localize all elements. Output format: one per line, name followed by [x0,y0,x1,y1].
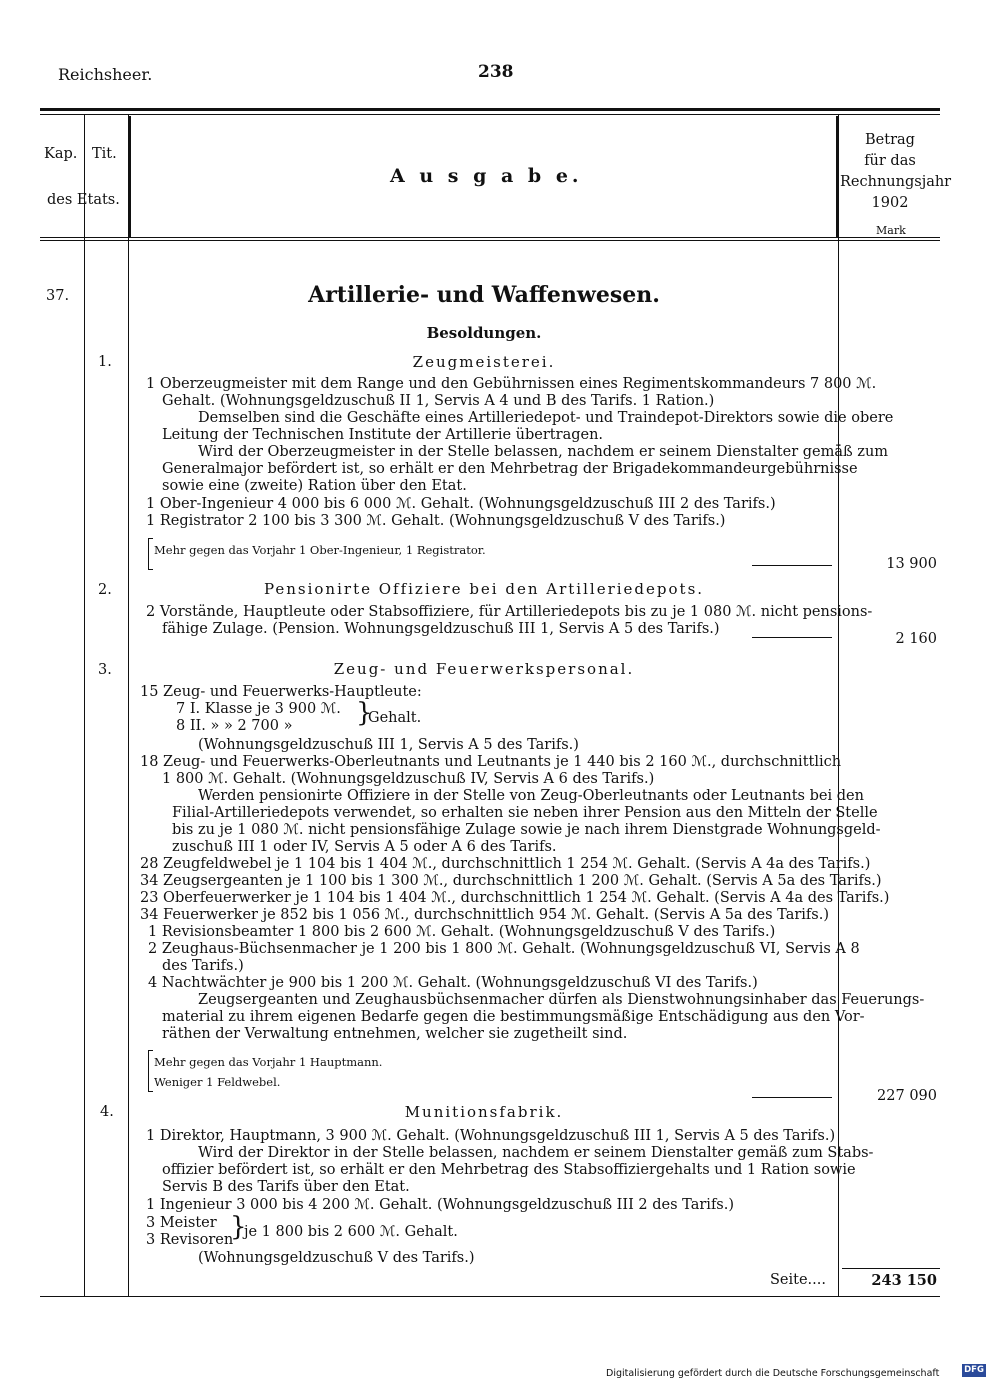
tit-header: Tit. [92,146,117,162]
s3-line: 1 800 ℳ. Gehalt. (Wohnungsgeldzuschuß IV, Servis A 6 des Tarifs.) [162,771,655,787]
mark-label: Mark [876,224,906,237]
section-title: Artillerie- und Waffenwesen. [308,282,660,308]
s3-note-2: Weniger 1 Feldwebel. [154,1075,281,1089]
s3-line: 28 Zeugfeldwebel je 1 104 bis 1 404 ℳ., durchschnittlich 1 254 ℳ. Gehalt. (Servis A 4a des Tarifs.) [140,856,871,872]
kap-header: Kap. [44,146,78,162]
brace: } [356,698,373,728]
section-title-2: Pensionirte Offiziere bei den Artilleriedepots. [263,580,705,598]
note-bracket [148,1050,153,1092]
section-title-1: Zeugmeisterei. [412,353,556,371]
s3-line: 34 Feuerwerker je 852 bis 1 056 ℳ., durchschnittlich 954 ℳ. Gehalt. (Servis A 5a des Tarifs.) [140,907,829,923]
col-sep-amount [838,114,839,1296]
s4-line: Wird der Direktor in der Stelle belassen, nachdem er seinem Dienstalter gemäß zum Stabs- [198,1145,874,1161]
s4-line: 1 Ingenieur 3 000 bis 4 200 ℳ. Gehalt. (Wohnungsgeldzuschuß III 2 des Tarifs.) [146,1197,735,1213]
s4-line: 3 Meister [146,1215,217,1231]
s4-line: offizier befördert ist, so erhält er den Mehrbetrag des Stabsoffiziergehalts und 1 Ration sowie [162,1162,856,1178]
head-bottom-rule-2 [40,240,940,241]
running-head: Reichsheer. [58,65,153,84]
s3-note-1: Mehr gegen das Vorjahr 1 Hauptmann. [154,1055,383,1069]
subtitle: Besoldungen. [426,324,542,342]
col-sep-tit-bold [128,116,131,237]
col-sep-tit [128,114,129,1296]
s3-line: 7 I. Klasse je 3 900 ℳ. [176,701,341,717]
s1-note: Mehr gegen das Vorjahr 1 Ober-Ingenieur, 1 Registrator. [154,543,486,557]
seite-label: Seite.... [770,1272,826,1288]
s3-line: (Wohnungsgeldzuschuß III 1, Servis A 5 des Tarifs.) [198,737,579,753]
section-title-4: Munitionsfabrik. [404,1103,564,1121]
s3-line: 1 Revisionsbeamter 1 800 bis 2 600 ℳ. Gehalt. (Wohnungsgeldzuschuß V des Tarifs.) [148,924,776,940]
s1-line: 1 Ober-Ingenieur 4 000 bis 6 000 ℳ. Gehalt. (Wohnungsgeldzuschuß III 2 des Tarifs.) [146,496,776,512]
s3-line: 18 Zeug- und Feuerwerks-Oberleutnants und Leutnants je 1 440 bis 2 160 ℳ., durchschnittlich [140,754,842,770]
top-rule-thin [40,114,940,115]
s3-line: Filial-Artilleriedepots verwendet, so erhalten sie neben ihrer Pension aus den Mitteln der Stelle [172,805,878,821]
s4-line: je 1 800 bis 2 600 ℳ. Gehalt. [244,1224,458,1240]
betrag-header [840,130,952,214]
s1-line: 1 Oberzeugmeister mit dem Range und den Gebührnissen eines Regimentskommandeurs 7 800 ℳ. [146,376,877,392]
top-rule [40,108,940,111]
s3-line: 34 Zeugsergeanten je 1 100 bis 1 300 ℳ., durchschnittlich 1 200 ℳ. Gehalt. (Servis A 5a des Tarifs.) [140,873,882,889]
ausgabe-title: A u s g a b e. [390,165,583,187]
dfg-logo: DFG [962,1364,986,1377]
s3-line: 4 Nachtwächter je 900 bis 1 200 ℳ. Gehalt. (Wohnungsgeldzuschuß VI des Tarifs.) [148,975,758,991]
sum-rule [752,637,832,638]
s3-amount: 227 090 [877,1088,937,1104]
footer-text: Digitalisierung gefördert durch die Deutsche Forschungsgemeinschaft [606,1368,940,1379]
s3-line: des Tarifs.) [162,958,244,974]
s3-line: Werden pensionirte Offiziere in der Stelle von Zeug-Oberleutnants oder Leutnants bei den [198,788,864,804]
s1-line: Wird der Oberzeugmeister in der Stelle belassen, nachdem er seinem Dienstalter gemäß zum [198,444,889,460]
head-bottom-rule [40,237,940,238]
s3-line: 2 Zeughaus-Büchsenmacher je 1 200 bis 1 800 ℳ. Gehalt. (Wohnungsgeldzuschuß VI, Servis A 8 [148,941,860,957]
titel-number-4: 4. [100,1104,114,1120]
s1-line: Generalmajor befördert ist, so erhält er den Mehrbetrag der Brigadekommandeurgebührnisse [162,461,858,477]
s2-line: 2 Vorstände, Hauptleute oder Stabsoffiziere, für Artilleriedepots bis zu je 1 080 ℳ. nicht pensions- [146,604,873,620]
sum-rule [752,1097,832,1098]
s4-line: (Wohnungsgeldzuschuß V des Tarifs.) [198,1250,475,1266]
s3-line: Zeugsergeanten und Zeughausbüchsenmacher dürfen als Dienstwohnungsinhaber das Feuerungs- [198,992,925,1008]
s1-line: 1 Registrator 2 100 bis 3 300 ℳ. Gehalt. (Wohnungsgeldzuschuß V des Tarifs.) [146,513,726,529]
kapitel-number: 37. [46,288,70,304]
betrag-line-2: für das [864,153,916,169]
s3-line: Gehalt. [368,710,422,726]
s1-line: sowie eine (zweite) Ration über den Etat. [162,478,467,494]
brace: } [230,1212,247,1242]
s2-amount: 2 160 [895,631,937,647]
titel-number-1: 1. [98,354,112,370]
page-number: 238 [478,62,514,82]
seite-amount: 243 150 [871,1272,937,1289]
betrag-line-3: Rechnungsjahr [840,174,952,190]
betrag-line-1: Betrag [865,132,915,148]
section-title-3: Zeug- und Feuerwerkspersonal. [333,660,635,678]
s1-line: Demselben sind die Geschäfte eines Artilleriedepot- und Traindepot-Direktors sowie die obere [198,410,894,426]
s3-line: 23 Oberfeuerwerker je 1 104 bis 1 404 ℳ., durchschnittlich 1 254 ℳ. Gehalt. (Servis A 4a des Tarifs.) [140,890,890,906]
s2-line: fähige Zulage. (Pension. Wohnungsgeldzuschuß III 1, Servis A 5 des Tarifs.) [162,621,720,637]
s4-line: 1 Direktor, Hauptmann, 3 900 ℳ. Gehalt. (Wohnungsgeldzuschuß III 1, Servis A 5 des Tarifs.) [146,1128,836,1144]
des-etats-header: des Etats. [47,192,120,208]
bottom-rule [40,1296,940,1297]
s1-line: Leitung der Technischen Institute der Artillerie übertragen. [162,427,604,443]
note-bracket [148,538,153,570]
s1-line: Gehalt. (Wohnungsgeldzuschuß II 1, Servis A 4 und B des Tarifs. 1 Ration.) [162,393,715,409]
col-sep-amount-bold [836,116,839,237]
titel-number-2: 2. [98,582,112,598]
s3-line: räthen der Verwaltung entnehmen, welcher sie zugetheilt sind. [162,1026,628,1042]
s4-line: 3 Revisoren [146,1232,234,1248]
betrag-line-4: 1902 [871,195,909,211]
s3-line: zuschuß III 1 oder IV, Servis A 5 oder A 6 des Tarifs. [172,839,557,855]
s3-line: bis zu je 1 080 ℳ. nicht pensionsfähige Zulage sowie je nach ihrem Dienstgrade Wohnungsgeld- [172,822,881,838]
total-rule [842,1268,940,1269]
col-sep-kap [84,114,85,1296]
sum-rule [752,565,832,566]
s3-line: 8 II. » » 2 700 » [176,718,293,734]
titel-number-3: 3. [98,662,112,678]
s1-amount: 13 900 [886,556,937,572]
s3-line: 15 Zeug- und Feuerwerks-Hauptleute: [140,684,422,700]
s3-line: material zu ihrem eigenen Bedarfe gegen die bestimmungsmäßige Entschädigung aus den Vor- [162,1009,865,1025]
s4-line: Servis B des Tarifs über den Etat. [162,1179,410,1195]
